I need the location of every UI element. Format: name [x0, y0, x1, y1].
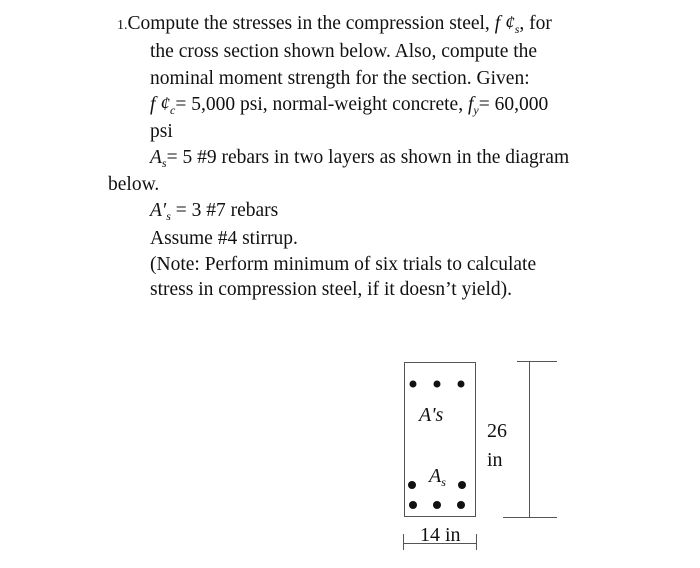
height-unit: in [487, 449, 503, 471]
problem-line-2: the cross section shown below. Also, compute the [150, 41, 538, 62]
tension-bar [408, 481, 416, 489]
width-label: 14 in [420, 524, 461, 546]
problem-line-7: below. [108, 174, 160, 195]
tension-bar [433, 501, 441, 509]
tension-steel-label: $A_s$ [429, 465, 446, 489]
question-number: 1. [117, 18, 128, 33]
problem-line-1: 1.Compute the stresses in the compression steel, f $¢_s$, for [117, 13, 552, 36]
tension-bar [457, 501, 465, 509]
compression-bar [458, 381, 465, 388]
problem-line-8: $A'_s = 3$ #7 rebars [150, 200, 279, 223]
compression-bar [434, 381, 441, 388]
problem-line-11: stress in compression steel, if it doesn’t yield). [150, 279, 512, 300]
problem-line-3: nominal moment strength for the section. Given: [150, 68, 530, 89]
height-value: 26 [487, 420, 507, 442]
problem-line-10: (Note: Perform minimum of six trials to calculate [150, 254, 537, 275]
compression-bar [410, 381, 417, 388]
problem-line-4: f $¢_c= 5,000$ psi, normal-weight concrete, $f_y= 60,000$ [150, 94, 549, 117]
problem-line-9: Assume #4 stirrup. [150, 228, 298, 249]
tension-bar [409, 501, 417, 509]
tension-bar [458, 481, 466, 489]
problem-line-6: $A_s= 5$ #9 rebars in two layers as shown in the diagram [150, 147, 570, 170]
compression-steel-label: A's [419, 404, 444, 426]
problem-line-5: psi [150, 121, 173, 142]
